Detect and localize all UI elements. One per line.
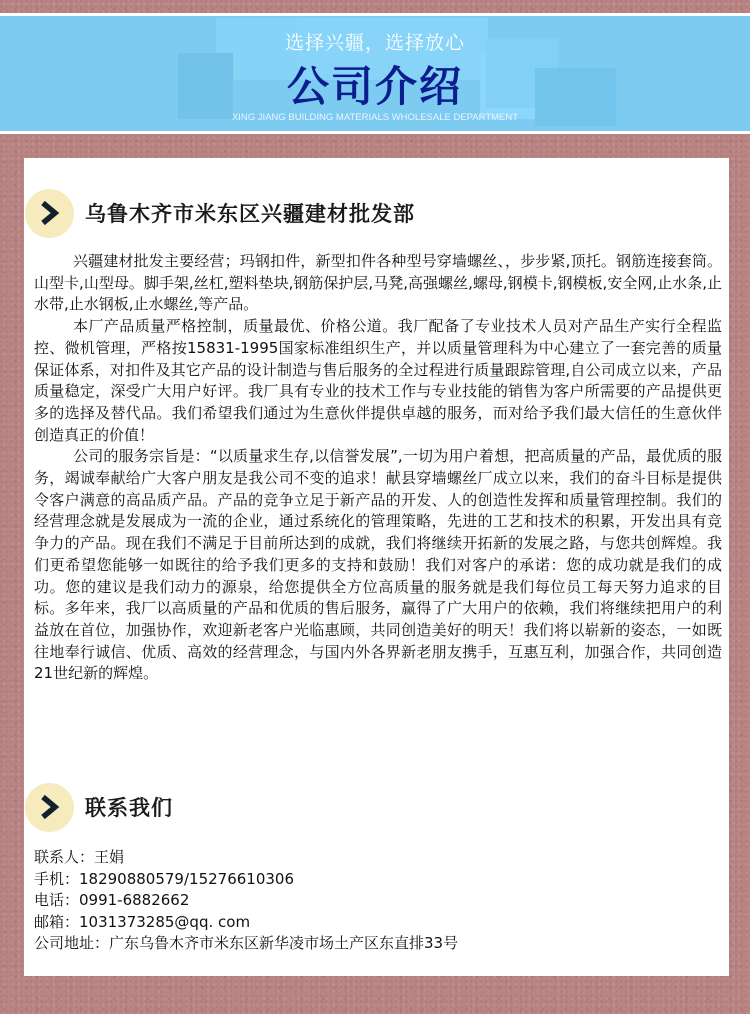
- chevron-right-icon: [25, 189, 74, 238]
- contact-address: 公司地址：广东乌鲁木齐市米东区新华凌市场土产区东直排33号: [34, 934, 459, 953]
- banner-frame: [0, 13, 750, 134]
- about-body: [34, 251, 722, 685]
- content-card: [24, 158, 729, 976]
- contact-person: 联系人：王娟: [34, 848, 125, 866]
- section-title-contact: 联系我们: [85, 795, 173, 820]
- banner-tagline: XING JIANG BUILDING MATERIALS WHOLESALE DEPARTMENT: [231, 112, 519, 123]
- section-title-about: 乌鲁木齐市米东区兴疆建材批发部: [85, 201, 415, 226]
- about-paragraph: 本厂产品质量严格控制，质量最优、价格公道。我厂配备了专业技术人员对产品生产实行全程监控、微机管理，严格按15831-1995国家标准组织生产，并以质量管理科为中心建立了一套完善的质量保证体系，对扣件及其它产品的设计制造与售后服务的全过程进行质量跟踪管理,自公司成立以来，产品质量稳定，深受广大用户好评。我厂具有专业的技术工作与专业技能的销售为客户所需要的产品提供更多的选择及替代品。我们希望我们通过为生意伙伴提供卓越的服务，而对给予我们最大信任的生意伙伴创造真正的价值！: [34, 317, 722, 444]
- contact-phone: 电话：0991-6882662: [34, 891, 190, 910]
- section-header-about: [25, 188, 415, 238]
- contact-mobile: 手机：18290880579/15276610306: [34, 869, 295, 888]
- chevron-right-icon: [25, 783, 74, 832]
- banner: [0, 16, 750, 131]
- contact-info: [34, 847, 722, 955]
- section-header-contact: [25, 782, 173, 832]
- about-paragraph: 兴疆建材批发主要经营；玛钢扣件，新型扣件各种型号穿墙螺丝、，步步紧,顶托。钢筋连接套筒。山型卡,山型母。脚手架,丝杠,塑料垫块,钢筋保护层,马凳,高强螺丝,螺母,钢模卡,钢模板,安全网,止水条,止水带,止水钢板,止水螺丝,等产品。: [34, 252, 722, 314]
- banner-subtitle: 选择兴疆，选择放心: [284, 32, 465, 54]
- contact-email: 邮箱：1031373285@qq. com: [34, 912, 251, 931]
- page-title: 公司介绍: [286, 62, 463, 111]
- about-paragraph: 公司的服务宗旨是：“以质量求生存,以信誉发展”,一切为用户着想，把高质量的产品，最优质的服务，竭诚奉献给广大客户朋友是我公司不变的追求！献县穿墙螺丝厂成立以来，我们的奋斗目标是提供令客户满意的高品质产品。产品的竞争立足于新产品的开发、人的创造性发挥和质量管理控制。我们的经营理念就是发展成为一流的企业，通过系统化的管理策略，先进的工艺和技术的积累，开发出具有竞争力的产品。现在我们不满足于目前所达到的成就，我们将继续开拓新的发展之路，与您共创辉煌。我们更希望您能够一如既往的给予我们更多的支持和鼓励！我们对客户的承诺：您的成功就是我们的成功。您的建议是我们动力的源泉，给您提供全方位高质量的服务就是我们每位员工每天努力追求的目标。多年来，我厂以高质量的产品和优质的售后服务，赢得了广大用户的依赖，我们将继续把用户的利益放在首位，加强协作，欢迎新老客户光临惠顾，共同创造美好的明天！我们将以崭新的姿态，一如既往地奉行诚信、优质、高效的经营理念，与国内外各界新老朋友携手，互惠互利，加强合作，共同创造21世纪新的辉煌。: [34, 447, 722, 683]
